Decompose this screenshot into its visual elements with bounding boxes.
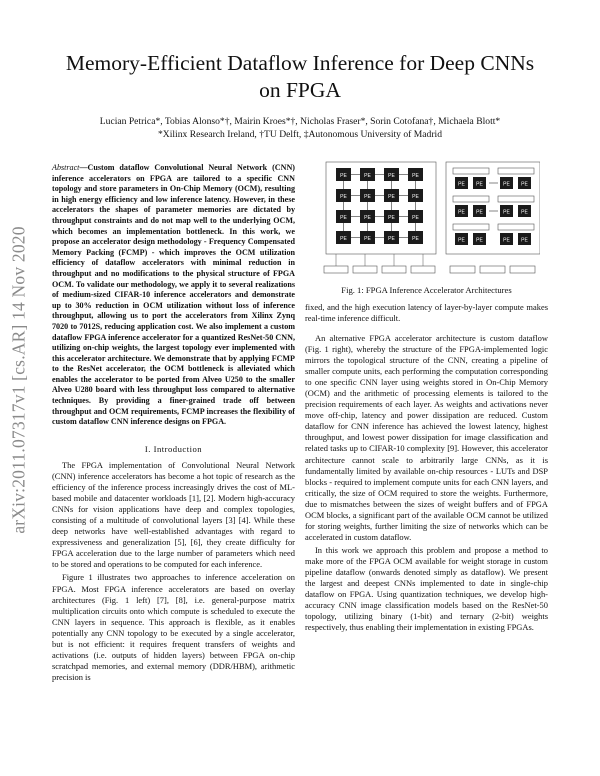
introduction-text xyxy=(52,460,295,683)
pe-label: PE xyxy=(340,215,347,221)
continuation-text: fixed, and the high execution latency of layer-by-layer compute makes real-time inference difficult. xyxy=(305,302,548,324)
weight-buffer xyxy=(498,168,534,174)
paragraph: The FPGA implementation of Convolutional Neural Network (CNN) inference accelerators has become a hot topic of research as the efficiency of the inference process increasingly drives the cost of ML-based mobile and datacenter workloads [1], [2]. Modern high-accuracy CNNs for vision applications have deep and complex topologies, consisting of a multitude of convolutional layers [3] [4]. While these deep networks have well-established advantages with regard to expressiveness and generalization [5], [6], they create difficulty for FPGA acceleration due to the large number of parameters which need to be stored and operations to be computed for each inference. xyxy=(52,460,295,570)
pe-label: PE xyxy=(458,209,465,216)
arxiv-identifier-text: arXiv:2011.07317v1 [cs.AR] 14 Nov 2020 xyxy=(8,226,29,534)
arxiv-identifier xyxy=(6,215,32,545)
abstract xyxy=(52,163,295,428)
pe-label: PE xyxy=(458,237,465,244)
pe-label: PE xyxy=(388,194,395,200)
memory-box xyxy=(450,266,475,273)
pe-label: PE xyxy=(388,215,395,221)
memory-box xyxy=(480,266,505,273)
pe-label: PE xyxy=(476,237,483,244)
pe-label: PE xyxy=(476,181,483,188)
pe-label: PE xyxy=(503,181,510,188)
weight-buffer xyxy=(453,168,489,174)
pe-label: PE xyxy=(364,215,371,221)
abstract-lead: Abstract xyxy=(52,163,80,172)
pe-label: PE xyxy=(340,173,347,179)
memory-box xyxy=(324,266,348,273)
paper-title: Memory-Efficient Dataflow Inference for Deep CNNs on FPGA xyxy=(65,51,535,102)
figure-architectures xyxy=(318,158,540,282)
pe-label: PE xyxy=(521,181,528,188)
pe-label: PE xyxy=(340,194,347,200)
weight-buffer xyxy=(498,196,534,202)
pe-label: PE xyxy=(364,194,371,200)
pe-label: PE xyxy=(388,236,395,242)
pe-label: PE xyxy=(364,236,371,242)
pe-label: PE xyxy=(412,194,419,200)
memory-box xyxy=(382,266,406,273)
weight-buffer xyxy=(453,196,489,202)
pe-label: PE xyxy=(412,236,419,242)
paragraph: An alternative FPGA accelerator architecture is custom dataflow (Fig. 1 right), whereby the structure of the FPGA-implemented logic mirrors the topological structure of the CNN, creating a pipeline of smaller compute units, each performing the computation corresponding to one specific CNN layer using weights stored in On-Chip Memory (OCM) and the arithmetic of processing elements is tailored to the precision requirements of each layer. As weights and activations never move off-chip, latency and power dissipation are reduced. Custom dataflow for CNN inference has achieved the lowest latency, highest throughput, and lowest power dissipation for image classification and related tasks up to CIFAR-10 complexity [9]. However, this accelerator architecture cannot scale to arbitrarily large CNNs, as it is fundamentally limited by available on-chip resources - LUTs and DSP blocks - required to implement compute units for each CNN layers, and critically, the size of OCM required to store the weights. Furthermore, due to mismatches between the sizes of weight buffers and of FPGA OCM blocks, a significant part of the available OCM cannot be utilized for storing weights, further limiting the size of networks which can be accelerated in custom dataflow. xyxy=(305,333,548,542)
pe-label: PE xyxy=(340,236,347,242)
pe-label: PE xyxy=(503,209,510,216)
affiliations: *Xilinx Research Ireland, †TU Delft, ‡Autonomous University of Madrid xyxy=(157,129,443,140)
figure-caption: Fig. 1: FPGA Inference Accelerator Architectures xyxy=(341,285,512,295)
weight-buffer xyxy=(453,224,489,230)
pe-label: PE xyxy=(521,237,528,244)
pe-label: PE xyxy=(412,173,419,179)
pe-label: PE xyxy=(364,173,371,179)
pe-label: PE xyxy=(503,237,510,244)
weight-buffer xyxy=(498,224,534,230)
right-column-text xyxy=(305,333,548,633)
pe-label: PE xyxy=(458,181,465,188)
architecture-diagram xyxy=(318,158,540,282)
pe-label: PE xyxy=(412,215,419,221)
memory-box xyxy=(411,266,435,273)
memory-box xyxy=(353,266,377,273)
paragraph: Figure 1 illustrates two approaches to inference acceleration on FPGA. Most FPGA inference accelerators are based on overlay architectures (Fig. 1 left) [7], [8], i.e. general-purpose matrix multiplication circuits onto which compute is scheduled to execute the CNN layers in sequence. This approach is flexible, as it enables potentially any CNN topology to be executed by a single accelerator, but is not efficient: it requires frequent transfers of weights and activations (i.e. outputs of hidden layers) between FPGA on-chip scratchpad memories, and external memory (DDR/HBM), arithmetic precision is xyxy=(52,572,295,682)
pe-label: PE xyxy=(388,173,395,179)
pe-label: PE xyxy=(476,209,483,216)
author-list: Lucian Petrica*, Tobias Alonso*†, Mairin Kroes*†, Nicholas Fraser*, Sorin Cotofana†, Michaela Blott* xyxy=(99,116,501,127)
section-heading: I. Introduction xyxy=(144,444,203,454)
memory-box xyxy=(510,266,535,273)
paragraph: In this work we approach this problem and propose a method to make more of the FPGA OCM available for weight storage in custom pipeline dataflow (onwards denoted simply as dataflow). We present the largest and deepest CNNs implemented to date in single-chip dataflow on FPGA. Using quantization techniques, we develop high-accuracy CNN image classification models based on the ResNet-50 topology, utilizing binary (1-bit) and ternary (2-bit) weights respectively, thus enabling their implementation in existing FPGAs. xyxy=(305,544,548,633)
abstract-text: —Custom dataflow Convolutional Neural Network (CNN) inference accelerators on FPGA are tailored to a specific CNN topology and store parameters in On-Chip Memory (OCM), resulting in high energy efficiency and low inference latency. However, in these accelerators the shapes of parameter memories are dictated by throughput constraints and do not map well to the underlying OCM, which becomes an implementation bottleneck. In this work, we propose an accelerator design methodology - Frequency Compensated Memory Packing (FCMP) - which improves the OCM utilization efficiency of dataflow accelerators with minimal reduction in throughput and no modifications to the physical structure of FPGA OCM. To validate our methodology, we apply it to several realizations of medium-sized CIFAR-10 inference accelerators and demonstrate up to 30% reduction in OCM utilization without loss of inference throughput, allowing us to port the accelerators from Xilinx Zynq 7020 to 7012S, reducing application cost. We also implement a custom dataflow FPGA inference accelerator for a quantized ResNet-50 CNN, utilizing on-chip weights, the largest topology ever implemented with this accelerator architecture. We demonstrate that by applying FCMP to the ResNet accelerator, the OCM bottleneck is alleviated which enables the accelerator to be ported from Alveo U250 to the smaller Alveo U280 board with less throughput loss compared to alternative techniques. By providing a finer-grained trade off between throughput and OCM requirements, FCMP increases the flexibility of custom dataflow CNN inference designs on FPGA. xyxy=(52,163,295,427)
pe-label: PE xyxy=(521,209,528,216)
